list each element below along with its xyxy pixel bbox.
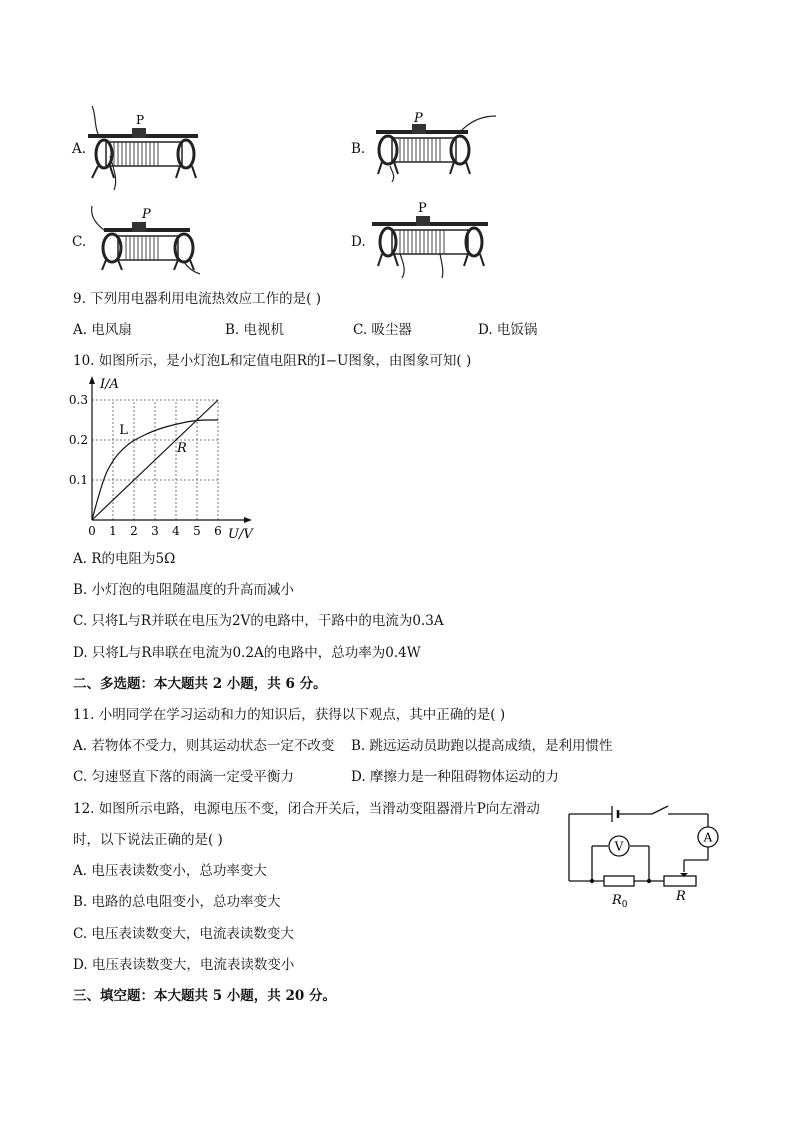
q11-option-d[interactable]: D. 摩擦力是一种阻碍物体运动的力 xyxy=(351,769,559,785)
q12-stem-line1: 12. 如图所示电路，电源电压不变，闭合开关后，当滑动变阻器滑片P向左滑动 xyxy=(73,801,540,817)
x-tick-label: 3 xyxy=(151,524,159,538)
q12-circuit-diagram xyxy=(560,800,730,910)
r0-label: $R_0$ xyxy=(612,893,628,910)
rheostat-figure-b xyxy=(372,110,502,182)
r0-resistor xyxy=(604,876,634,886)
r-label: R xyxy=(676,889,686,904)
x-tick-label: 4 xyxy=(172,524,180,538)
rheostat-figure-d xyxy=(370,198,496,280)
q11-stem: 11. 小明同学在学习运动和力的知识后，获得以下观点，其中正确的是( ) xyxy=(73,707,506,723)
voltmeter-label: V xyxy=(614,839,624,854)
rheostat-figure-c xyxy=(88,204,206,276)
q11-option-c[interactable]: C. 匀速竖直下落的雨滴一定受平衡力 xyxy=(73,769,294,785)
q10-option-d[interactable]: D. 只将L与R串联在电流为0.2A的电路中，总功率为0.4W xyxy=(73,645,421,661)
slider-label: P xyxy=(136,113,145,127)
option-label: C. xyxy=(72,234,87,250)
series-label-L: L xyxy=(119,423,128,438)
option-label: B. xyxy=(351,141,366,157)
q12-option-a[interactable]: A. 电压表读数变小，总功率变大 xyxy=(73,863,267,879)
junction-dot xyxy=(647,879,651,883)
q9-option-b[interactable]: B. 电视机 xyxy=(225,322,285,338)
x-tick-label: 5 xyxy=(193,524,201,538)
q9-option-a[interactable]: A. 电风扇 xyxy=(73,322,132,338)
switch-blade xyxy=(652,806,668,814)
x-tick-label: 6 xyxy=(214,524,222,538)
x-axis-label: U/V xyxy=(228,527,253,542)
q9-option-c[interactable]: C. 吸尘器 xyxy=(353,322,412,338)
slider-label: P xyxy=(414,111,423,126)
q11-option-a[interactable]: A. 若物体不受力，则其运动状态一定不改变 xyxy=(73,738,335,754)
q9-stem: 9. 下列用电器利用电流热效应工作的是( ) xyxy=(73,291,321,307)
rheostat xyxy=(664,876,696,886)
q10-option-b[interactable]: B. 小灯泡的电阻随温度的升高而减小 xyxy=(73,582,295,598)
option-label: D. xyxy=(351,234,366,250)
q9-option-d[interactable]: D. 电饭锅 xyxy=(478,322,538,338)
series-label-R: R xyxy=(177,441,187,456)
q12-option-c[interactable]: C. 电压表读数变大，电流表读数变大 xyxy=(73,926,294,942)
ammeter-label: A xyxy=(703,830,713,845)
y-tick-label: 0.3 xyxy=(68,393,88,407)
q10-option-c[interactable]: C. 只将L与R并联在电压为2V的电路中，干路中的电流为0.3A xyxy=(73,613,444,629)
y-axis-arrow xyxy=(89,376,95,384)
q11-option-b[interactable]: B. 跳远运动员助跑以提高成绩，是利用惯性 xyxy=(351,738,613,754)
q12-stem-line2: 时，以下说法正确的是( ) xyxy=(73,832,223,848)
y-tick-label: 0.2 xyxy=(68,433,88,447)
section-2-title: 二、多选题：本大题共 2 小题，共 6 分。 xyxy=(73,676,327,692)
junction-dot xyxy=(590,879,594,883)
y-tick-label: 0.1 xyxy=(68,473,88,487)
slider-label: P xyxy=(142,207,151,222)
y-axis-label: I/A xyxy=(100,377,119,392)
q12-option-d[interactable]: D. 电压表读数变大，电流表读数变小 xyxy=(73,957,295,973)
q10-stem: 10. 如图所示，是小灯泡L和定值电阻R的I−U图象，由图象可知( ) xyxy=(73,353,472,369)
rheostat-figure-a xyxy=(84,100,214,192)
x-tick-label: 1 xyxy=(109,524,117,538)
section-3-title: 三、填空题：本大题共 5 小题，共 20 分。 xyxy=(73,988,336,1004)
q10-option-a[interactable]: A. R的电阻为5Ω xyxy=(73,551,176,567)
option-label: A. xyxy=(72,141,87,157)
x-axis-arrow xyxy=(244,517,252,523)
x-tick-label: 0 xyxy=(88,524,96,538)
iu-chart xyxy=(66,372,266,544)
x-tick-label: 2 xyxy=(130,524,138,538)
q12-option-b[interactable]: B. 电路的总电阻变小，总功率变大 xyxy=(73,894,281,910)
slider-label: P xyxy=(418,201,427,216)
